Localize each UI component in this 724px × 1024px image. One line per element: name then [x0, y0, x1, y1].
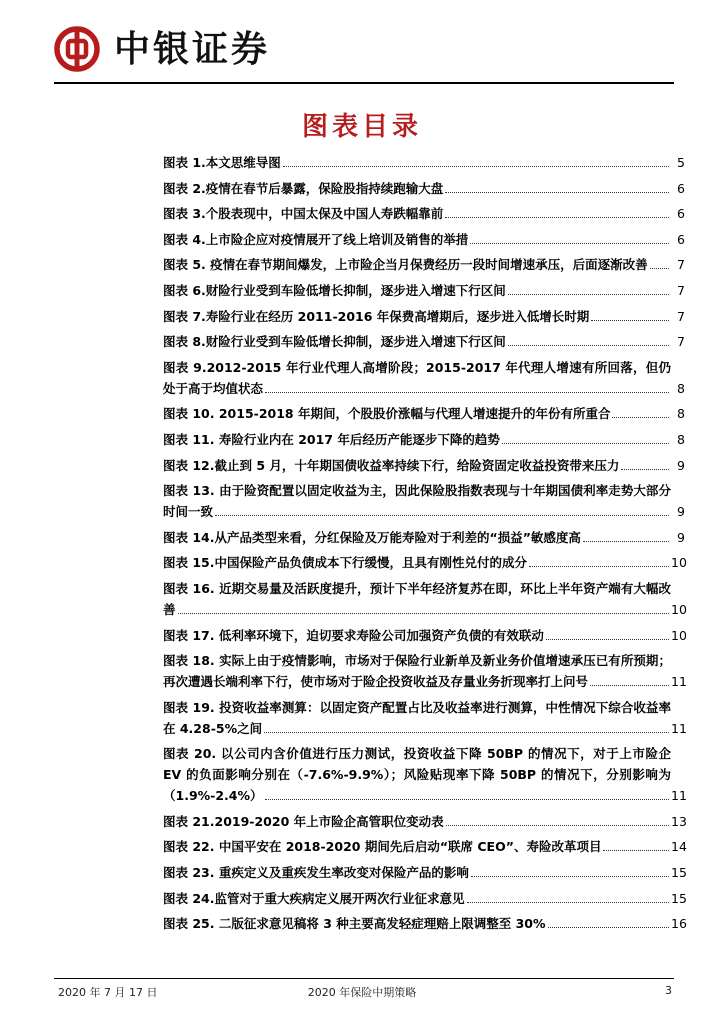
toc-entry-page: 8 — [677, 380, 685, 396]
toc-entry[interactable] — [163, 650, 685, 692]
toc-entry-page: 16 — [671, 916, 687, 932]
toc-leader-dots — [467, 902, 670, 903]
toc-entry[interactable] — [163, 480, 685, 522]
toc-leader-dots — [591, 320, 669, 321]
toc-leader-dots — [621, 469, 669, 470]
toc-entry-title — [163, 743, 671, 806]
toc-entry[interactable] — [163, 331, 685, 352]
toc-leader-dots — [590, 684, 669, 686]
toc-entry-page: 15 — [671, 890, 687, 906]
toc-entry-title: 图表 7.寿险行业在经历 2011-2016 年保费高增期后，逐步进入低增长时期 — [163, 308, 590, 324]
footer-rule — [54, 978, 674, 979]
toc-leader-dots — [471, 876, 669, 877]
toc-entry[interactable] — [163, 229, 685, 250]
header-rule — [54, 82, 674, 84]
page-number: 3 — [665, 984, 672, 997]
toc-entry[interactable] — [163, 862, 685, 883]
page-title: 图表目录 — [301, 112, 422, 142]
toc-entry[interactable] — [163, 357, 685, 399]
toc-entry-page: 9 — [677, 457, 685, 473]
toc-leader-dots — [508, 294, 669, 295]
toc-entry-page: 11 — [671, 674, 687, 690]
toc-entry-title: 图表 1.本文思维导图 — [163, 155, 281, 170]
toc-entry-title: 图表 6.财险行业受到车险低增长抑制，逐步进入增速下行区间 — [163, 282, 506, 298]
toc-entry-title: 图表 14.从产品类型来看，分红保险及万能寿险对于利差的“损益”敏感度高 — [163, 529, 581, 545]
toc-entry[interactable] — [163, 527, 685, 548]
toc-leader-dots — [178, 612, 669, 614]
toc-entry-title: 图表 17. 低利率环境下，迫切要求寿险公司加强资产负债的有效联动 — [163, 627, 544, 643]
toc-entry-title — [163, 650, 671, 692]
toc-entry[interactable] — [163, 913, 685, 934]
toc-entry-title: 图表 21.2019-2020 年上市险企高管职位变动表 — [163, 813, 444, 829]
toc-entry[interactable] — [163, 888, 685, 909]
toc-entry[interactable] — [163, 836, 685, 857]
footer-date: 2020 年 7 月 17 日 — [58, 986, 158, 999]
toc-leader-dots — [548, 927, 669, 928]
toc-leader-dots — [529, 566, 669, 567]
toc-leader-dots — [502, 443, 669, 444]
toc-leader-dots — [446, 825, 669, 826]
toc-leader-dots — [650, 268, 669, 269]
toc-leader-dots — [265, 798, 669, 800]
toc-entry[interactable] — [163, 152, 685, 173]
toc-entry-title: 图表 10. 2015-2018 年期间，个股股价涨幅与代理人增速提升的年份有所重合 — [163, 406, 611, 422]
toc-entry[interactable] — [163, 625, 685, 646]
toc-leader-dots — [508, 345, 669, 346]
toc-entry[interactable] — [163, 455, 685, 476]
toc-entry-page: 6 — [677, 206, 685, 222]
toc-entry[interactable] — [163, 254, 685, 275]
toc-entry[interactable] — [163, 178, 685, 199]
toc-leader-dots — [445, 192, 669, 193]
toc-entry-page: 7 — [677, 334, 685, 350]
toc-leader-dots — [215, 514, 669, 516]
toc-entry-page: 14 — [671, 839, 687, 855]
toc-entry-page: 15 — [671, 865, 687, 881]
toc-leader-dots — [283, 166, 669, 167]
toc-entry-title — [163, 480, 671, 522]
toc-entry[interactable] — [163, 280, 685, 301]
toc-entry[interactable] — [163, 697, 685, 739]
toc-leader-dots — [546, 639, 669, 640]
toc-entry-title: 图表 24.监管对于重大疾病定义展开两次行业征求意见 — [163, 890, 465, 906]
toc-entry-title — [163, 578, 671, 620]
bank-of-china-logo-icon — [54, 26, 100, 72]
toc-entry-page: 10 — [671, 627, 687, 643]
toc-entry-title: 图表 23. 重疾定义及重疾发生率改变对保险产品的影响 — [163, 865, 469, 881]
toc-entry-page: 8 — [677, 431, 685, 447]
toc-leader-dots — [603, 850, 669, 851]
toc-entry-title-text: 图表 18. 实际上由于疫情影响，市场对于保险行业新单及新业务价值增速承压已有所预期；再次遭遇长端利率下行，使市场对于险企投资收益及存量业务折现率打上问号 — [163, 653, 671, 690]
toc-entry-page: 10 — [671, 555, 687, 571]
toc-leader-dots — [470, 243, 669, 244]
toc-entry[interactable] — [163, 578, 685, 620]
toc-entry-page: 9 — [677, 529, 685, 545]
toc-entry[interactable] — [163, 429, 685, 450]
toc-leader-dots — [264, 731, 669, 733]
toc-entry-page: 11 — [671, 720, 687, 736]
toc-entry-page: 13 — [671, 813, 687, 829]
toc-entry-page: 8 — [677, 406, 685, 422]
toc-leader-dots — [612, 417, 669, 418]
toc-entry-page: 6 — [677, 180, 685, 196]
toc-entry-title: 图表 12.截止到 5 月，十年期国债收益率持续下行，给险资固定收益投资带来压力 — [163, 457, 620, 473]
toc-entry-title-text: 图表 16. 近期交易量及活跃度提升，预计下半年经济复苏在即，环比上半年资产端有大幅改善 — [163, 580, 671, 617]
toc-entry-title: 图表 5. 疫情在春节期间爆发，上市险企当月保费经历一段时间增速承压，后面逐渐改善 — [163, 257, 648, 273]
toc-entry[interactable] — [163, 743, 685, 806]
table-of-figures — [163, 152, 685, 939]
toc-entry-title-text: 图表 13. 由于险资配置以固定收益为主，因此保险股指数表现与十年期国债利率走势大部分时间一致 — [163, 483, 671, 520]
toc-entry[interactable] — [163, 306, 685, 327]
toc-entry-title-text: 图表 20. 以公司内含价值进行压力测试，投资收益下降 50BP 的情况下，对于上市险企 EV 的负面影响分别在（-7.6%-9.9%）；风险贴现率下降 50BP 的情况下，分别影响为（1.9%-2.4%） — [163, 746, 671, 804]
toc-leader-dots — [265, 391, 669, 393]
toc-leader-dots — [583, 541, 669, 542]
brand-name: 中银证券 — [114, 29, 271, 70]
toc-entry-page: 5 — [677, 155, 685, 170]
toc-entry-page: 10 — [671, 601, 687, 617]
toc-entry-title: 图表 4.上市险企应对疫情展开了线上培训及销售的举措 — [163, 231, 469, 247]
toc-entry[interactable] — [163, 203, 685, 224]
toc-entry-title: 图表 15.中国保险产品负债成本下行缓慢，且具有刚性兑付的成分 — [163, 555, 527, 571]
toc-entry-title: 图表 22. 中国平安在 2018-2020 期间先后启动“联席 CEO”、寿险改革项目 — [163, 839, 602, 855]
toc-entry-title: 图表 2.疫情在春节后暴露，保险股指持续跑输大盘 — [163, 180, 444, 196]
toc-entry-page: 7 — [677, 257, 685, 273]
toc-entry-page: 11 — [671, 788, 687, 804]
toc-entry[interactable] — [163, 811, 685, 832]
toc-entry-title — [163, 357, 671, 399]
page-header — [54, 24, 674, 76]
footer-report-title: 2020 年保险中期策略 — [307, 986, 417, 999]
toc-entry-title-text: 图表 19. 投资收益率测算：以固定资产配置占比及收益率进行测算，中性情况下综合收益率在 4.28-5%之间 — [163, 699, 671, 736]
toc-entry-title: 图表 8.财险行业受到车险低增长抑制，逐步进入增速下行区间 — [163, 334, 506, 350]
toc-entry-page: 7 — [677, 282, 685, 298]
toc-entry-title: 图表 11. 寿险行业内在 2017 年后经历产能逐步下降的趋势 — [163, 431, 500, 447]
toc-entry-page: 9 — [677, 504, 685, 520]
toc-entry[interactable] — [163, 552, 685, 573]
toc-entry-page: 6 — [677, 231, 685, 247]
toc-entry-page: 7 — [677, 308, 685, 324]
toc-leader-dots — [445, 217, 669, 218]
toc-entry[interactable] — [163, 403, 685, 424]
toc-entry-title-text: 图表 9.2012-2015 年行业代理人高增阶段；2015-2017 年代理人增速有所回落，但仍处于高于均值状态 — [163, 359, 671, 396]
toc-entry-title: 图表 3.个股表现中，中国太保及中国人寿跌幅靠前 — [163, 206, 444, 222]
toc-entry-title: 图表 25. 二版征求意见稿将 3 种主要高发轻症理赔上限调整至 30% — [163, 916, 546, 932]
toc-entry-title — [163, 697, 671, 739]
